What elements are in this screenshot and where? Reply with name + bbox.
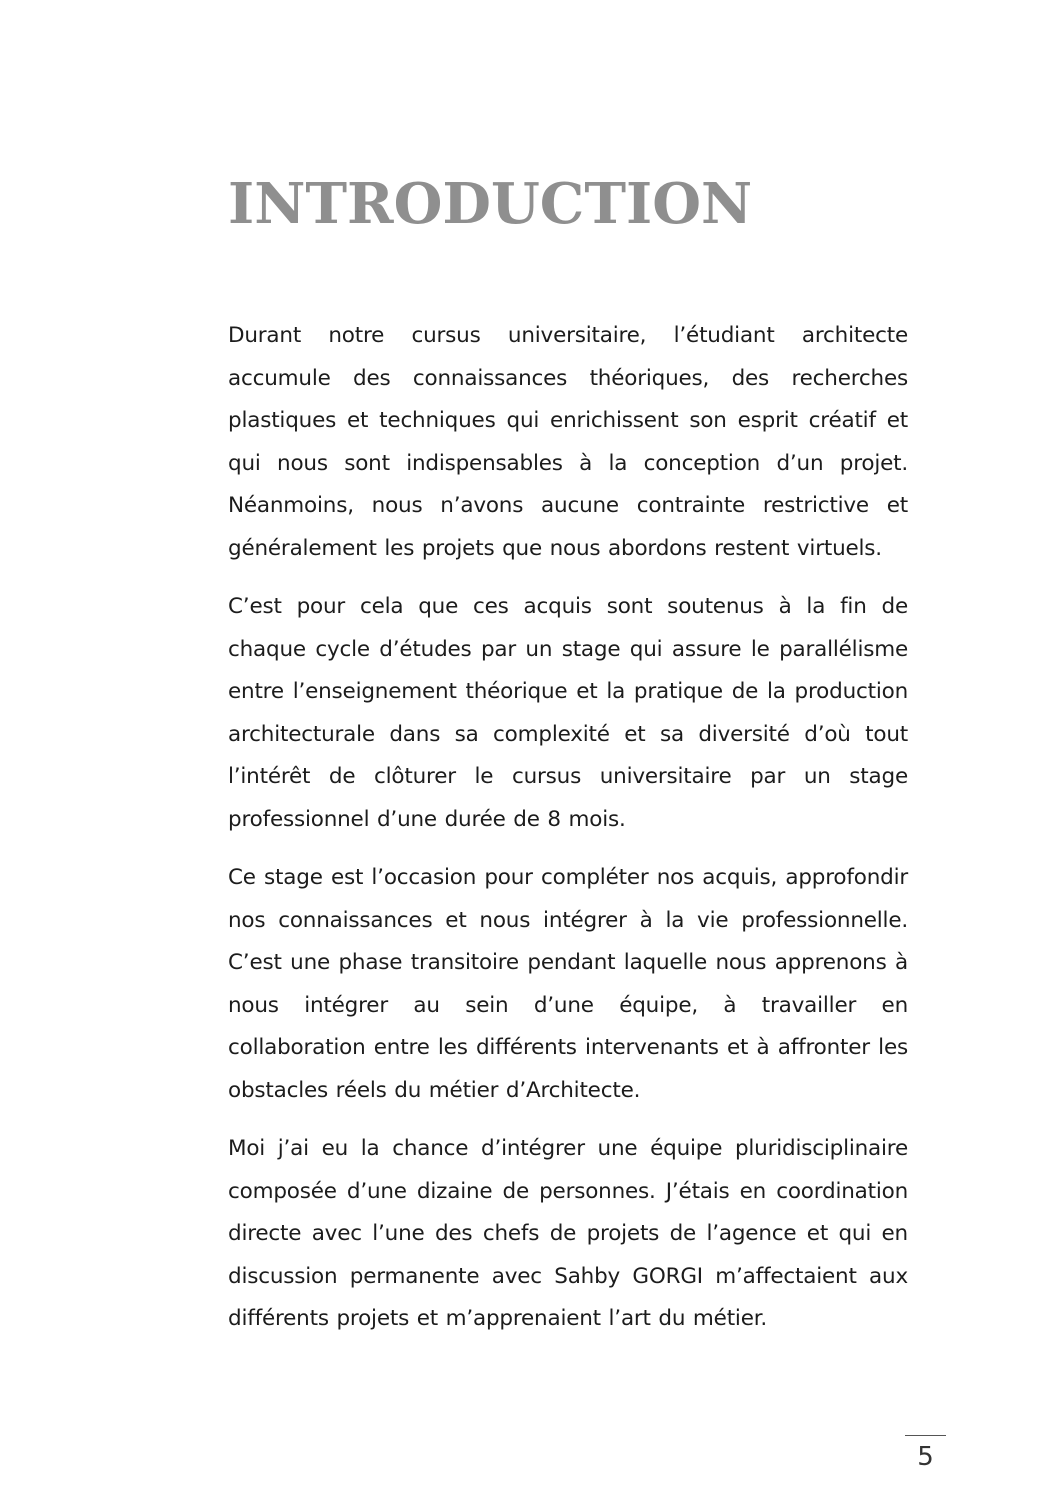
page-number-rule: [905, 1435, 946, 1436]
page-number: 5: [917, 1442, 934, 1472]
body-text: [228, 315, 908, 1357]
paragraph-1: Durant notre cursus universitaire, l’étudiant architecte accumule des connaissances théoriques, des recherches plastiques et techniques qui enrichissent son esprit créatif et qui nous sont indispensables à la conception d’un projet. Néanmoins, nous n’avons aucune contrainte restrictive et généralement les projets que nous abordons restent virtuels.: [228, 323, 908, 561]
page-title: INTRODUCTION: [228, 171, 753, 237]
paragraph-3: Ce stage est l’occasion pour compléter nos acquis, approfondir nos connaissances et nous intégrer à la vie professionnelle. C’est une phase transitoire pendant laquelle nous apprenons à nous intégrer au sein d’une équipe, à travailler en collaboration entre les différents intervenants et à affronter les obstacles réels du métier d’Architecte.: [228, 865, 908, 1103]
paragraph-4: Moi j’ai eu la chance d’intégrer une équipe pluridisciplinaire composée d’une dizaine de personnes. J’étais en coordination directe avec l’une des chefs de projets de l’agence et qui en discussion permanente avec Sahby GORGI m’affectaient aux différents projets et m’apprenaient l’art du métier.: [228, 1136, 908, 1331]
paragraph-2: C’est pour cela que ces acquis sont soutenus à la fin de chaque cycle d’études par un stage qui assure le parallélisme entre l’enseignement théorique et la pratique de la production architecturale dans sa complexité et sa diversité d’où tout l’intérêt de clôturer le cursus universitaire par un stage professionnel d’une durée de 8 mois.: [228, 594, 908, 832]
